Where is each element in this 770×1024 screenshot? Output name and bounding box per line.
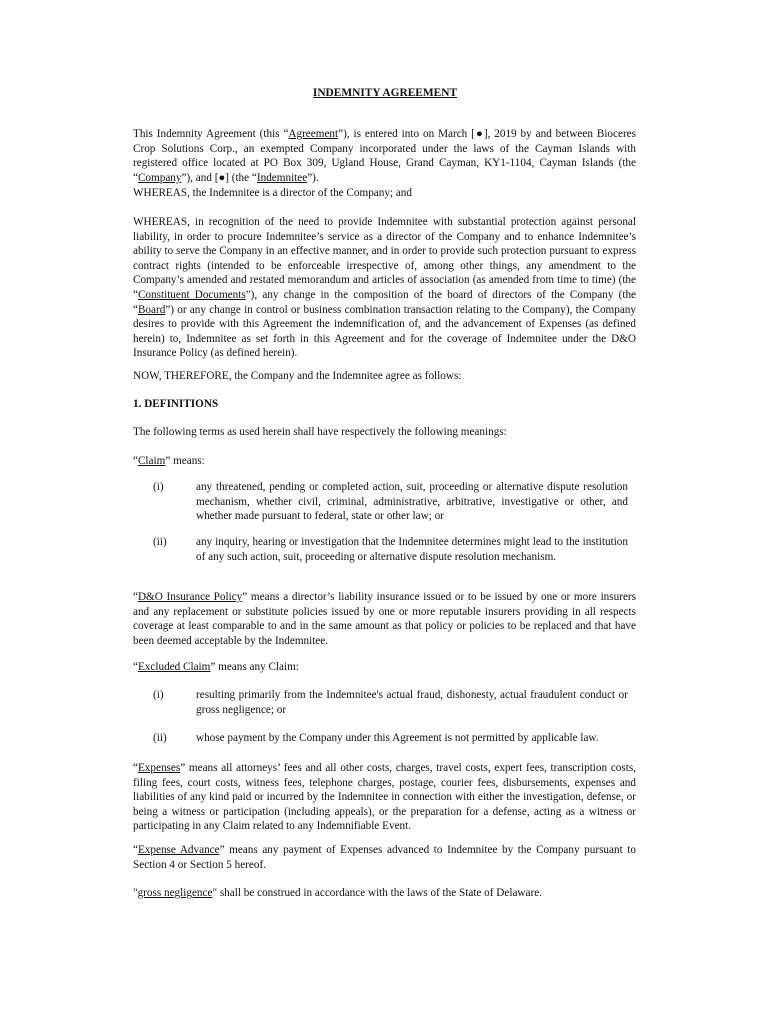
quote-mark: “ [133, 455, 138, 467]
defined-term-do-insurance-policy: D&O Insurance Policy [137, 591, 243, 603]
list-item-number: (i) [153, 689, 164, 701]
intro-text-4: ”). [307, 171, 319, 184]
list-item-text: resulting primarily from the Indemnitee's actual fraud, dishonesty, actual fraudulent conduct or gross negligence; or [196, 689, 628, 716]
list-item-number: (ii) [153, 536, 167, 548]
definition-claim-text: ” means: [165, 455, 205, 467]
list-item-number: (i) [153, 481, 164, 493]
whereas-paragraph-1: WHEREAS, the Indemnitee is a director of the Company; and [133, 187, 412, 199]
intro-text-2: ”), is entered into on March [●], 2019 by and between Bioceres Crop Solutions Corp., an exempted Company incorporated under the laws of the Cayman Islands with registered office located at PO Box 309, Ugland House, Grand Cayman, KY1-1104, Cayman Islands (the “ [133, 128, 636, 184]
now-therefore-paragraph: NOW, THEREFORE, the Company and the Indemnitee agree as follows: [133, 370, 462, 382]
quote-mark: “ [133, 844, 138, 856]
section-heading-definitions: 1. DEFINITIONS [133, 398, 219, 410]
defined-term-agreement: Agreement [288, 128, 339, 140]
definition-expenses-text: ” means all attorneys’ fees and all other costs, charges, travel costs, expert fees, transcription costs, filing fees, court costs, witness fees, telephone charges, postage, courier fees, disbursements, expenses and liabilities of any kind paid or incurred by the Indemnitee in connection with either the investigation, defense, or being a witness or participation (including appeals), or the preparation for a defense, acting as a witness or participating in any Claim related to any Indemnifiable Event. [133, 762, 636, 833]
whereas-paragraph-2 [133, 215, 636, 361]
whereas2-text-2: ”), any change in the composition of the board of directors of the Company (the “ [133, 288, 637, 316]
definition-do-insurance-policy [133, 590, 636, 648]
definition-expense-advance-text: ” means any payment of Expenses advanced to Indemnitee by the Company pursuant to Section 4 or Section 5 hereof. [133, 844, 636, 871]
quote-mark: “ [133, 591, 138, 603]
defined-term-claim: Claim [137, 455, 166, 467]
intro-paragraph [133, 127, 636, 185]
defined-term-indemnitee: Indemnitee [256, 171, 308, 184]
document-title: INDEMNITY AGREEMENT [312, 87, 458, 99]
list-item-text: any inquiry, hearing or investigation that the Indemnitee determines might lead to the institution of any such action, suit, proceeding or alternative dispute resolution mechanism. [196, 536, 628, 563]
quote-mark: " [133, 887, 138, 899]
definition-excluded-claim [133, 660, 636, 675]
intro-text-1: This Indemnity Agreement (this “ [133, 128, 289, 140]
defined-term-expenses: Expenses [137, 762, 181, 774]
definition-expense-advance [133, 843, 636, 872]
quote-mark: “ [133, 762, 138, 774]
whereas2-text-3: ”) or any change in control or business combination transaction relating to the Company), the Company desires to provide with this Agreement the indemnification of, and the advancement of Expenses (as defined herein) to, Indemnitee as set forth in this Agreement and for the coverage of Indemnitee under the D&O Insurance Policy (as defined herein). [133, 303, 636, 360]
defined-term-excluded-claim: Excluded Claim [137, 661, 211, 673]
list-item-text: any threatened, pending or completed action, suit, proceeding or alternative dispute resolution mechanism, whether civil, criminal, administrative, arbitrative, investigative or other, and whether made pursuant to federal, state or other law; or [196, 481, 628, 523]
definition-excluded-claim-text: ” means any Claim: [210, 661, 299, 673]
whereas2-text-1: WHEREAS, in recognition of the need to provide Indemnitee with substantial protection against personal liability, in order to procure Indemnitee’s service as a director of the Company and to enhance Indemnitee’s ability to serve the Company in an effective manner, and in order to provide such protection pursuant to express contract rights (intended to be enforceable irrespective of, among other things, any amendment to the Company’s amended and restated memorandum and articles of association (as amended from time to time) (the “ [133, 216, 636, 301]
definition-expenses [133, 761, 636, 834]
defined-term-board: Board [137, 303, 166, 316]
definition-gross-negligence-text: " shall be construed in accordance with the laws of the State of Delaware. [212, 887, 542, 899]
defined-term-constituent-documents: Constituent Documents [137, 288, 246, 301]
quote-mark: “ [133, 661, 138, 673]
list-item-number: (ii) [153, 732, 167, 744]
intro-text-3: ”), and [●] (the “ [181, 171, 257, 184]
defined-term-company: Company [137, 171, 182, 184]
definition-claim [133, 454, 636, 469]
defined-term-gross-negligence: gross negligence [137, 887, 213, 899]
definition-gross-negligence [133, 886, 636, 901]
list-item-text: whose payment by the Company under this Agreement is not permitted by applicable law. [196, 732, 599, 744]
defined-term-expense-advance: Expense Advance [137, 844, 220, 856]
definition-do-policy-text: ” means a director’s liability insurance issued or to be issued by one or more insurers and any replacement or substitute policies issued by one or more reputable insurers providing in all respects coverage at least comparable to and in the same amount as that policy or policies to be replaced and that have been deemed acceptable by the Indemnitee. [133, 591, 636, 647]
definitions-intro: The following terms as used herein shall have respectively the following meanings: [133, 426, 507, 438]
